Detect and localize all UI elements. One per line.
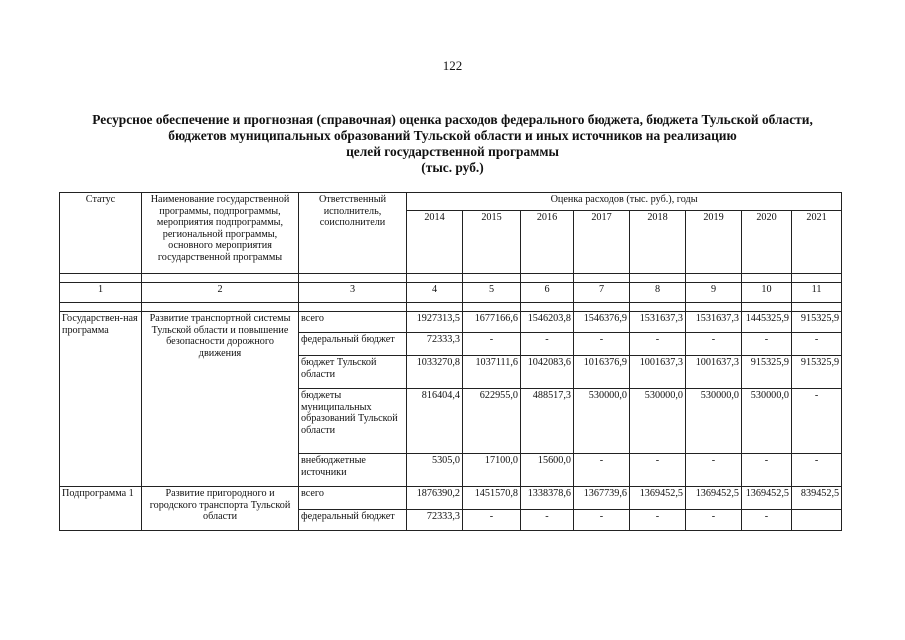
header-name: Наименование государственной программы, подпрограммы, мероприятия подпрограммы, региональной программы, основного мероприятия государственной программы: [142, 193, 299, 274]
value-cell: 915325,9: [792, 356, 842, 389]
row-source: внебюджетные источники: [299, 454, 407, 487]
value-cell: -: [521, 333, 574, 356]
value-cell: 72333,3: [407, 510, 463, 531]
value-cell: 1451570,8: [463, 487, 521, 510]
column-number: 5: [463, 283, 521, 303]
title-line-2: бюджетов муниципальных образований Тульской области и иных источников на реализацию: [168, 128, 737, 143]
row-name: Развитие транспортной системы Тульской области и повышение безопасности дорожного движения: [142, 312, 299, 487]
value-cell: 839452,5: [792, 487, 842, 510]
title-line-1: Ресурсное обеспечение и прогнозная (справочная) оценка расходов федерального бюджета, бюджета Тульской области,: [92, 112, 813, 127]
header-year: 2017: [574, 210, 630, 273]
value-cell: 1033270,8: [407, 356, 463, 389]
value-cell: 5305,0: [407, 454, 463, 487]
value-cell: 1369452,5: [630, 487, 686, 510]
value-cell: -: [742, 510, 792, 531]
value-cell: 622955,0: [463, 389, 521, 454]
value-cell: 15600,0: [521, 454, 574, 487]
value-cell: 915325,9: [742, 356, 792, 389]
column-number: 8: [630, 283, 686, 303]
title-line-4: (тыс. руб.): [421, 160, 484, 175]
value-cell: -: [630, 510, 686, 531]
header-responsible: Ответственный исполнитель, соисполнители: [299, 193, 407, 274]
header-year: 2019: [686, 210, 742, 273]
row-source: всего: [299, 312, 407, 333]
row-name: Развитие пригородного и городского транспорта Тульской области: [142, 487, 299, 531]
column-number: 1: [60, 283, 142, 303]
table-row: [60, 487, 842, 510]
value-cell: 1001637,3: [630, 356, 686, 389]
value-cell: 1016376,9: [574, 356, 630, 389]
row-source: всего: [299, 487, 407, 510]
title-line-3: целей государственной программы: [346, 144, 559, 159]
value-cell: -: [521, 510, 574, 531]
value-cell: 1369452,5: [742, 487, 792, 510]
value-cell: -: [463, 510, 521, 531]
row-source: бюджет Тульской области: [299, 356, 407, 389]
header-year: 2018: [630, 210, 686, 273]
value-cell: 530000,0: [742, 389, 792, 454]
budget-table: [59, 192, 842, 531]
row-source: бюджеты муниципальных образований Тульской области: [299, 389, 407, 454]
page-number: 122: [442, 58, 463, 73]
header-row: [60, 193, 842, 211]
document-title: [40, 112, 865, 176]
value-cell: 1367739,6: [574, 487, 630, 510]
value-cell: 1546203,8: [521, 312, 574, 333]
value-cell: 530000,0: [630, 389, 686, 454]
value-cell: 530000,0: [574, 389, 630, 454]
header-status: Статус: [60, 193, 142, 274]
row-source: федеральный бюджет: [299, 510, 407, 531]
value-cell: -: [574, 510, 630, 531]
column-number: 10: [742, 283, 792, 303]
value-cell: -: [574, 454, 630, 487]
value-cell: -: [686, 454, 742, 487]
table-body: [60, 312, 842, 531]
value-cell: -: [792, 389, 842, 454]
value-cell: -: [686, 333, 742, 356]
value-cell: -: [574, 333, 630, 356]
column-number: 9: [686, 283, 742, 303]
value-cell: 1369452,5: [686, 487, 742, 510]
column-number: 7: [574, 283, 630, 303]
spacer-row: [60, 303, 842, 312]
value-cell: 1042083,6: [521, 356, 574, 389]
column-number: 3: [299, 283, 407, 303]
table-row: [60, 312, 842, 333]
header-year: 2021: [792, 210, 842, 273]
value-cell: [792, 510, 842, 531]
value-cell: -: [630, 454, 686, 487]
value-cell: 1037111,6: [463, 356, 521, 389]
value-cell: 1001637,3: [686, 356, 742, 389]
row-status: Подпрограмма 1: [60, 487, 142, 531]
value-cell: 17100,0: [463, 454, 521, 487]
row-source: федеральный бюджет: [299, 333, 407, 356]
value-cell: -: [463, 333, 521, 356]
value-cell: 530000,0: [686, 389, 742, 454]
value-cell: -: [686, 510, 742, 531]
header-year: 2015: [463, 210, 521, 273]
value-cell: 1876390,2: [407, 487, 463, 510]
value-cell: 1546376,9: [574, 312, 630, 333]
value-cell: 1531637,3: [686, 312, 742, 333]
value-cell: 1445325,9: [742, 312, 792, 333]
column-number-row: [60, 283, 842, 303]
value-cell: -: [792, 333, 842, 356]
value-cell: 816404,4: [407, 389, 463, 454]
header-estimate: Оценка расходов (тыс. руб.), годы: [407, 193, 842, 211]
value-cell: 488517,3: [521, 389, 574, 454]
value-cell: 72333,3: [407, 333, 463, 356]
row-status: Государствен-ная программа: [60, 312, 142, 487]
header-year: 2014: [407, 210, 463, 273]
value-cell: -: [742, 454, 792, 487]
header-year: 2020: [742, 210, 792, 273]
column-number: 2: [142, 283, 299, 303]
value-cell: 915325,9: [792, 312, 842, 333]
header-year: 2016: [521, 210, 574, 273]
value-cell: -: [630, 333, 686, 356]
value-cell: 1531637,3: [630, 312, 686, 333]
value-cell: 1338378,6: [521, 487, 574, 510]
value-cell: 1677166,6: [463, 312, 521, 333]
value-cell: -: [742, 333, 792, 356]
spacer-row: [60, 274, 842, 283]
value-cell: 1927313,5: [407, 312, 463, 333]
value-cell: -: [792, 454, 842, 487]
column-number: 4: [407, 283, 463, 303]
column-number: 11: [792, 283, 842, 303]
column-number: 6: [521, 283, 574, 303]
